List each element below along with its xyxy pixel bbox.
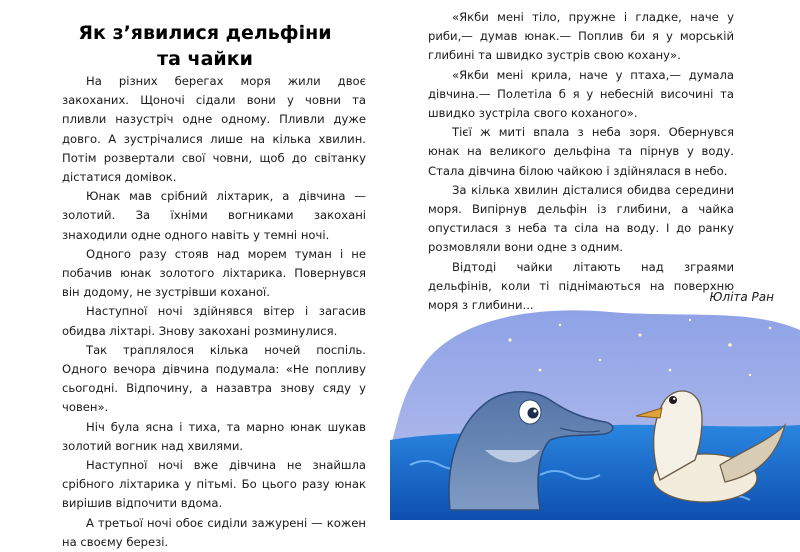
paragraph: Наступної ночі здійнявся вітер і загасив обидва ліхтарі. Знову закохані розминулися. — [62, 304, 366, 338]
paragraph: Одного разу стояв над морем туман і не побачив юнак золотого ліхтарика. Повернувся він додому, не зустрівши коханої. — [62, 246, 366, 300]
title-line-2: та чайки — [157, 48, 253, 70]
dolphin-and-seagull-illustration — [390, 300, 800, 520]
paragraph: За кілька хвилин дісталися обидва середини моря. Випірнув дельфін із глибини, а чайка опустилася з неба та сіла на воду. І до ранку розмовляли вони одне з одним. — [428, 182, 734, 255]
story-title — [40, 20, 370, 72]
paragraph: Тієї ж миті впала з неба зоря. Обернувся юнак на великого дельфіна та пірнув у воду. Стала дівчина білою чайкою і здійнялася в небо. — [428, 125, 734, 178]
right-text-column — [428, 8, 734, 315]
left-page — [0, 0, 400, 549]
author-signature: Юліта Ран — [709, 290, 774, 304]
paragraph: Наступної ночі вже дівчина не знайшла срібного ліхтарика у пітьмі. Бо цього разу юнак вирішив відпочити вдома. — [62, 458, 366, 511]
paragraph: Ніч була ясна і тиха, та марно юнак шукав золотий вогник над хвилями. — [62, 419, 366, 453]
paragraph: Юнак мав срібний ліхтарик, а дівчина — золотий. За їхніми вогниками закохані знаходили одне одного навіть у темні ночі. — [62, 189, 366, 242]
paragraph: «Якби мені крила, наче у птаха,— думала дівчина.— Полетіла б я у небесній височині та швидко зустріла свого коханого». — [428, 67, 734, 121]
paragraph: А третьої ночі обоє сиділи зажурені — кожен на своєму березі. — [62, 515, 366, 549]
paragraph: Відтоді чайки літають над зграями дельфінів, коли ті піднімаються на поверхню моря з глибини... — [428, 259, 734, 313]
paragraph: «Якби мені тіло, пружне і гладке, наче у риби,— думав юнак.— Поплив би я у морській глибині та швидко зустрів свою кохану». — [428, 10, 734, 63]
title-line-1: Як з’явилися дельфіни — [78, 22, 332, 44]
paragraph: На різних берегах моря жили двоє закоханих. Щоночі сідали вони у човни та пливли назустріч одне одному. Пливли дуже довго. А зустрічалися лише на кілька хвилин. Потім розвертали свої човни, щоб до світанку дістатися домівок. — [62, 74, 366, 185]
illustration-svg — [390, 300, 800, 520]
paragraph: Так траплялося кілька ночей поспіль. Одного вечора дівчина подумала: «Не попливу сьогодні. Відпочину, а назавтра знову сяду у човен». — [62, 342, 366, 415]
left-text-column — [62, 72, 366, 552]
